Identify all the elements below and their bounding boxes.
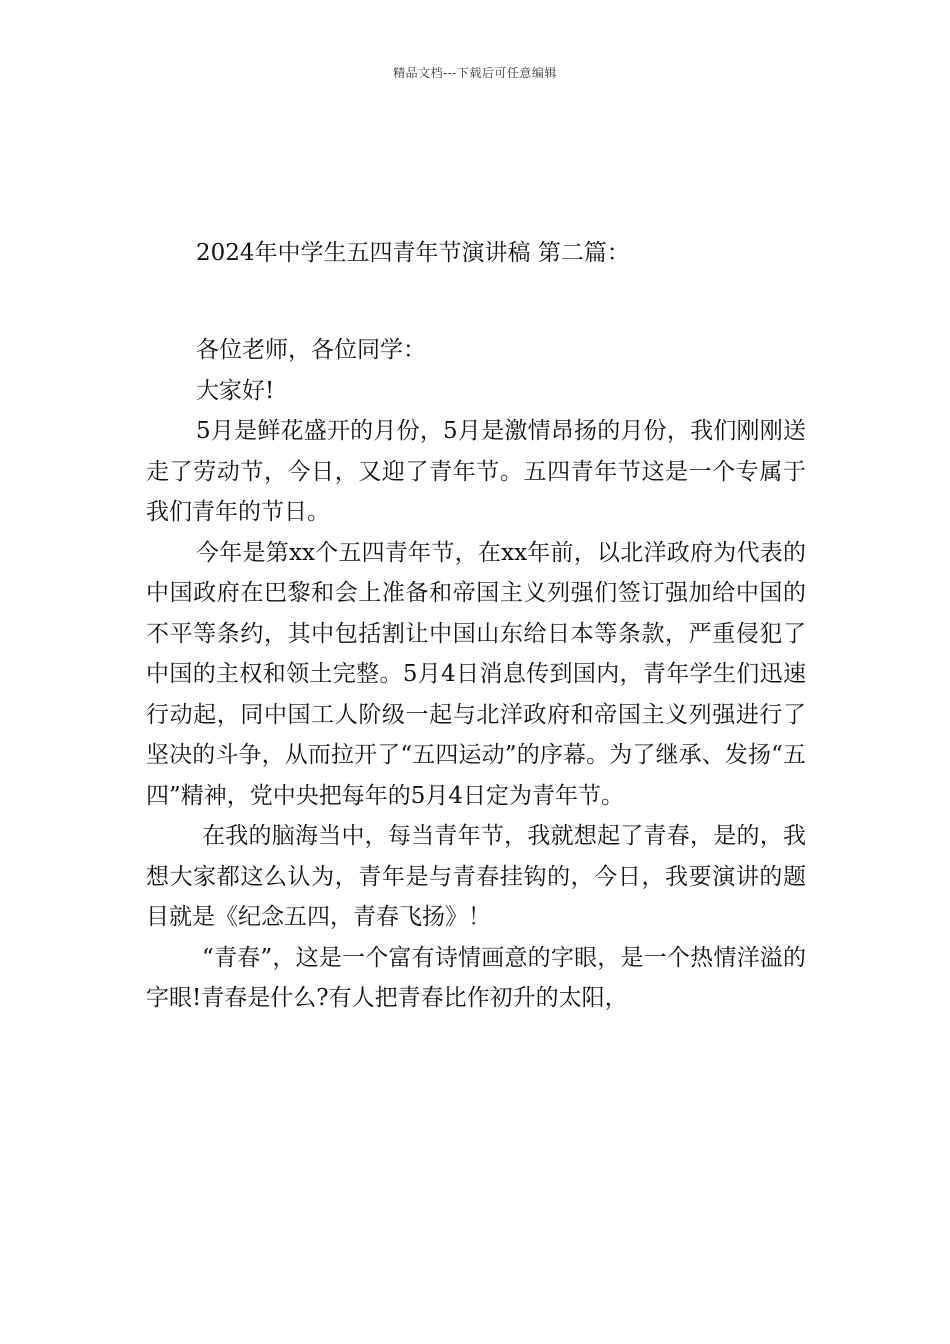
greeting: 大家好! bbox=[196, 377, 275, 404]
paragraph: “青春”，这是一个富有诗情画意的字眼，是一个热情洋溢的字眼!青春是什么?有人把青春比作初升的太阳， bbox=[146, 944, 806, 1011]
paragraph: 今年是第xx个五四青年节，在xx年前，以北洋政府为代表的中国政府在巴黎和会上准备和帝国主义列强们签订强加给中国的不平等条约，其中包括割让中国山东给日本等条款，严重侵犯了中国的主权和领土完整。5月4日消息传到国内，青年学生们迅速行动起，同中国工人阶级一起与北洋政府和帝国主义列强进行了坚决的斗争，从而拉开了“五四运动”的序幕。为了继承、发扬“五四”精神，党中央把每年的5月4日定为青年节。 bbox=[146, 539, 806, 809]
salutation: 各位老师，各位同学： bbox=[196, 337, 426, 363]
document-body bbox=[146, 330, 806, 1019]
document-title: 2024年中学生五四青年节演讲稿 第二篇： bbox=[196, 240, 630, 266]
paragraph: 5月是鲜花盛开的月份，5月是激情昂扬的月份，我们刚刚送走了劳动节，今日，又迎了青年节。五四青年节这是一个专属于我们青年的节日。 bbox=[146, 418, 806, 525]
paragraph: 在我的脑海当中，每当青年节，我就想起了青春，是的，我想大家都这么认为，青年是与青春挂钩的，今日，我要演讲的题目就是《纪念五四，青春飞扬》！ bbox=[146, 823, 806, 930]
header-note: 精品文档---下载后可任意编辑 bbox=[393, 66, 557, 80]
